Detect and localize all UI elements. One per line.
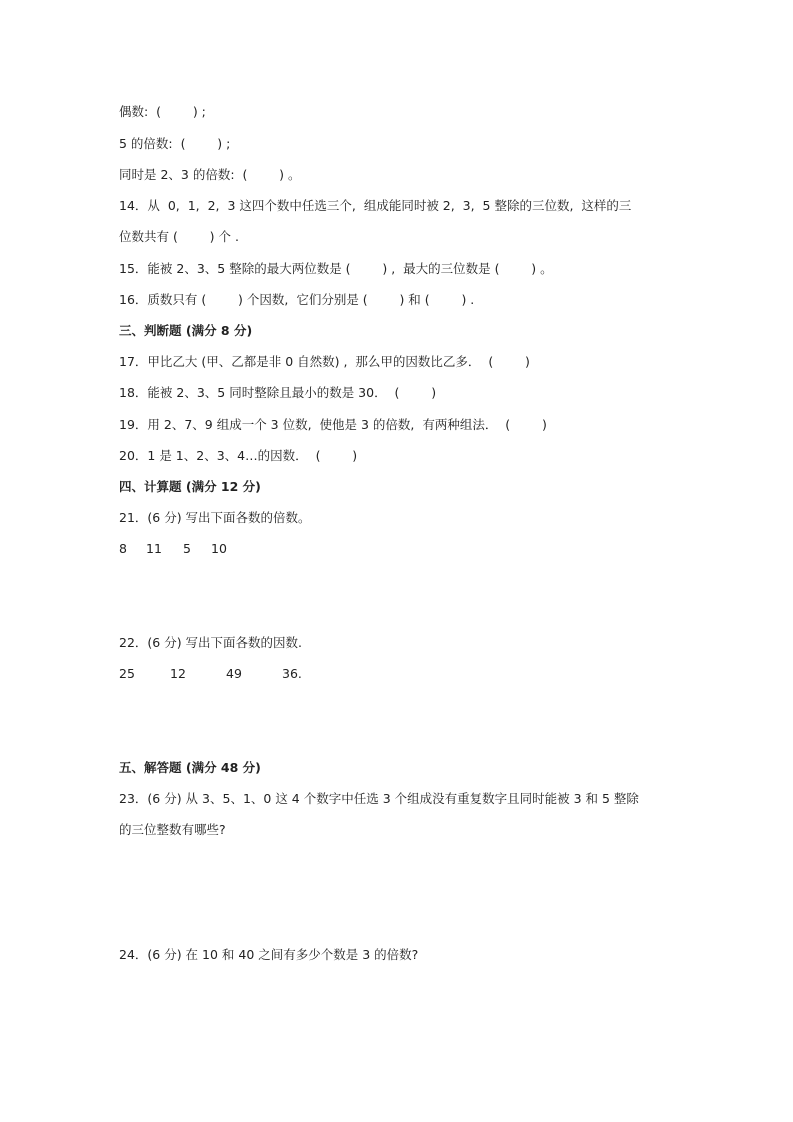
question-22-numbers [0,666,793,682]
question-21-numbers [0,541,793,557]
number-item: 10 [211,541,227,556]
multiples-of-2-and-3-blank: 同时是 2、3 的倍数: ( ) 。 [119,167,301,182]
question-14-line-2: 位数共有 ( ) 个 . [119,229,239,244]
section-3-heading: 三、判断题 (满分 8 分) [119,323,253,338]
question-16: 16．质数只有 ( ) 个因数, 它们分别是 ( ) 和 ( ) . [119,292,475,307]
number-item: 12 [170,666,186,681]
even-numbers-blank: 偶数: ( ) ; [119,104,206,119]
question-23-line-1: 23．(6 分) 从 3、5、1、0 这 4 个数字中任选 3 个组成没有重复数字且同时能被 3 和 5 整除 [119,791,639,806]
question-14-line-1: 14．从 0, 1, 2, 3 这四个数中任选三个, 组成能同时被 2, 3, 5 整除的三位数, 这样的三 [119,198,632,213]
question-19: 19．用 2、7、9 组成一个 3 位数, 使他是 3 的倍数, 有两种组法． ( ) [119,417,547,432]
question-18: 18．能被 2、3、5 同时整除且最小的数是 30． ( ) [119,385,437,400]
number-item: 8 [119,541,127,556]
question-20: 20．1 是 1、2、3、4…的因数． ( ) [119,448,358,463]
multiples-of-5-blank: 5 的倍数: ( ) ; [119,136,231,151]
number-item: 25 [119,666,135,681]
question-23-line-2: 的三位整数有哪些? [119,822,226,837]
number-item: 49 [226,666,242,681]
section-4-heading: 四、计算题 (满分 12 分) [119,479,261,494]
number-item: 11 [146,541,162,556]
number-item: 36. [282,666,302,681]
number-item: 5 [183,541,191,556]
question-21: 21．(6 分) 写出下面各数的倍数。 [119,510,311,525]
question-24: 24．(6 分) 在 10 和 40 之间有多少个数是 3 的倍数? [119,947,419,962]
question-17: 17．甲比乙大 (甲、乙都是非 0 自然数) , 那么甲的因数比乙多． ( ) [119,354,530,369]
question-15: 15．能被 2、3、5 整除的最大两位数是 ( ) , 最大的三位数是 ( ) 。 [119,261,553,276]
section-5-heading: 五、解答题 (满分 48 分) [119,760,261,775]
question-22: 22．(6 分) 写出下面各数的因数. [119,635,303,650]
